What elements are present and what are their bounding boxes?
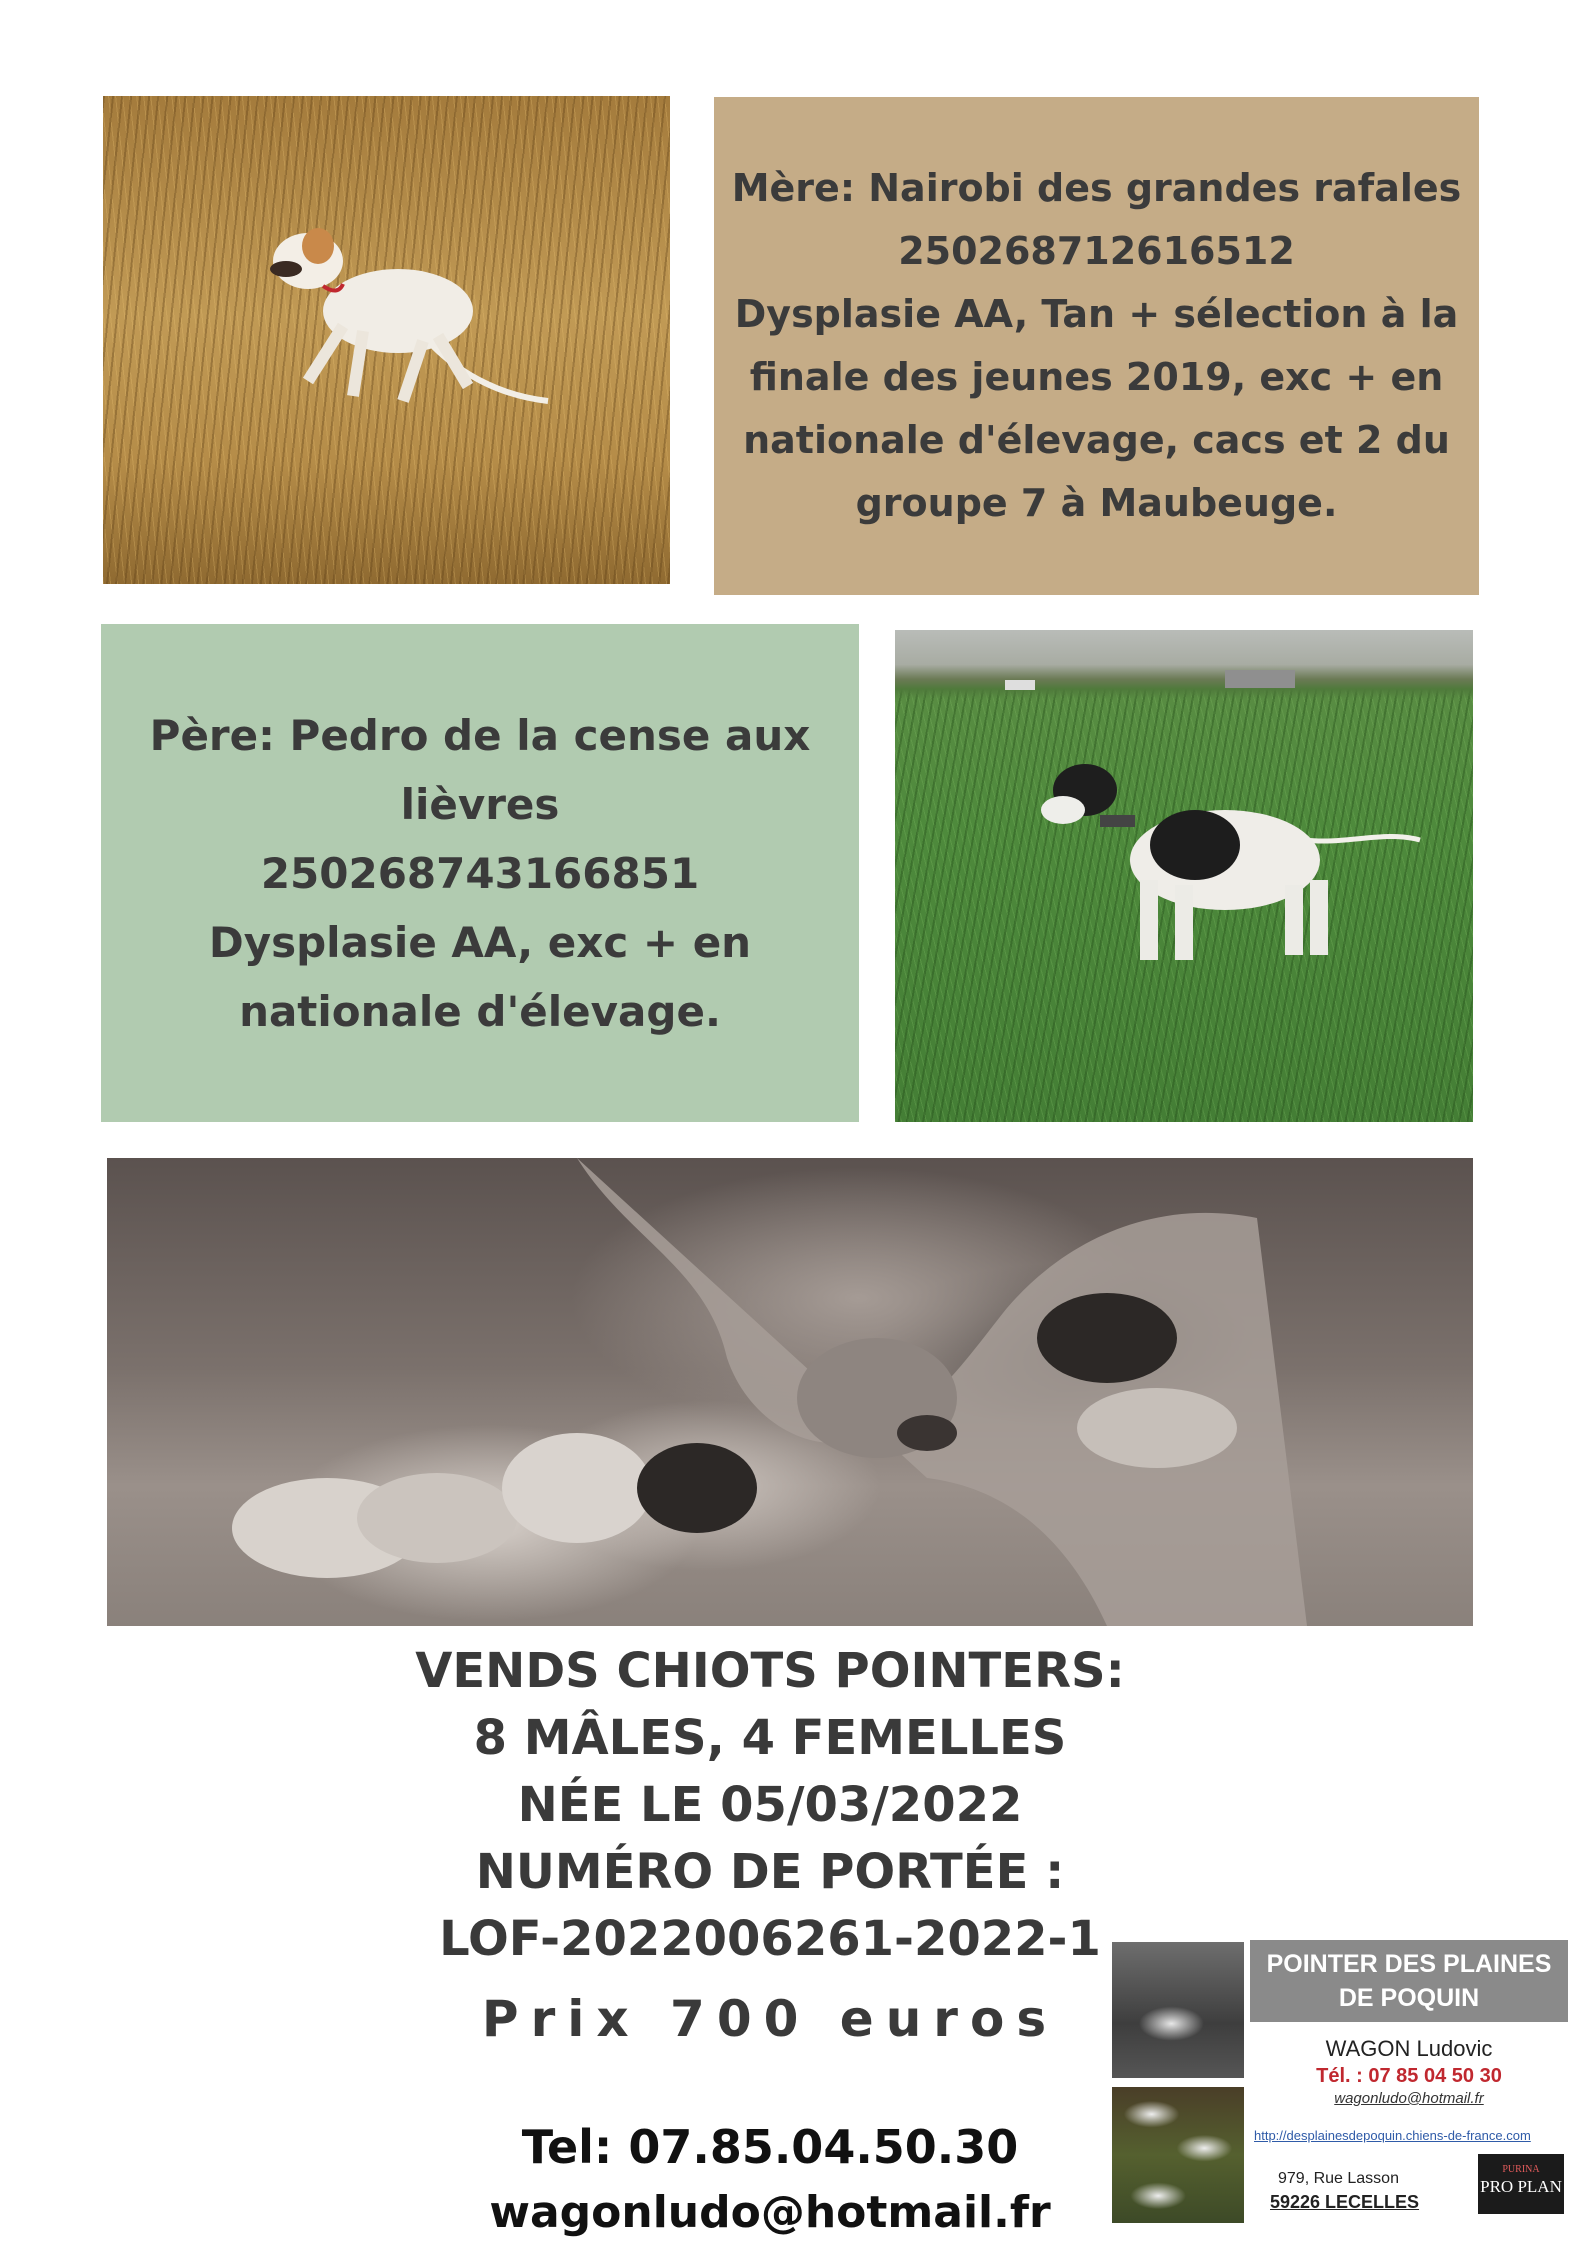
sale-litter-number-label: NUMÉRO DE PORTÉE : — [475, 1844, 1065, 1900]
mother-info-panel — [714, 97, 1479, 595]
card-street: 979, Rue Lasson — [1278, 2170, 1399, 2187]
sale-litter-count: 8 MÂLES, 4 FEMELLES — [473, 1710, 1067, 1766]
card-title-line1: POINTER DES PLAINES — [1266, 1950, 1552, 1978]
card-brand-top: PURINA — [1502, 2164, 1540, 2175]
dog-illustration-mother — [103, 96, 670, 584]
card-brand-logo — [1478, 2154, 1564, 2214]
business-card — [1250, 1940, 1568, 2230]
sale-birth-date: NÉE LE 05/03/2022 — [517, 1777, 1023, 1833]
card-header — [1250, 1940, 1568, 2022]
photo-mother-running — [103, 96, 670, 584]
card-email: wagonludo@hotmail.fr — [1334, 2090, 1484, 2107]
card-city: 59226 LECELLES — [1270, 2192, 1420, 2212]
card-title-line2: DE POQUIN — [1338, 1984, 1480, 2012]
contact-phone: Tel: 07.85.04.50.30 — [521, 2120, 1019, 2174]
litter-illustration — [107, 1158, 1473, 1626]
card-phone: Tél. : 07 85 04 50 30 — [1316, 2065, 1502, 2087]
sale-headline: VENDS CHIOTS POINTERS: — [415, 1643, 1125, 1699]
father-info-panel — [101, 624, 859, 1122]
photo-father-standing — [895, 630, 1473, 1122]
mother-info-text: Mère: Nairobi des grandes rafales 250268712616512 Dysplasie AA, Tan + sélection à la finale des jeunes 2019, exc + en nationale d'élevage, cacs et 2 du groupe 7 à Maubeuge. — [731, 166, 1462, 525]
card-photo-top — [1112, 1942, 1244, 2078]
photo-litter-nursing — [107, 1158, 1473, 1626]
father-info-text: Père: Pedro de la cense aux lièvres 250268743166851 Dysplasie AA, exc + en nationale d'élevage. — [149, 710, 811, 1036]
contact-email: wagonludo@hotmail.fr — [489, 2187, 1051, 2238]
sale-info — [360, 1638, 1180, 1973]
sale-litter-number: LOF-2022006261-2022-1 — [439, 1911, 1101, 1967]
card-photo-collage — [1112, 2087, 1244, 2223]
card-website: http://desplainesdepoquin.chiens-de-france.com — [1254, 2128, 1531, 2143]
card-owner-name: WAGON Ludovic — [1325, 2036, 1493, 2061]
card-brand-name: PRO PLAN — [1480, 2177, 1562, 2196]
sale-price: Prix 700 euros — [481, 1990, 1059, 2048]
dog-illustration-father — [895, 630, 1473, 1122]
